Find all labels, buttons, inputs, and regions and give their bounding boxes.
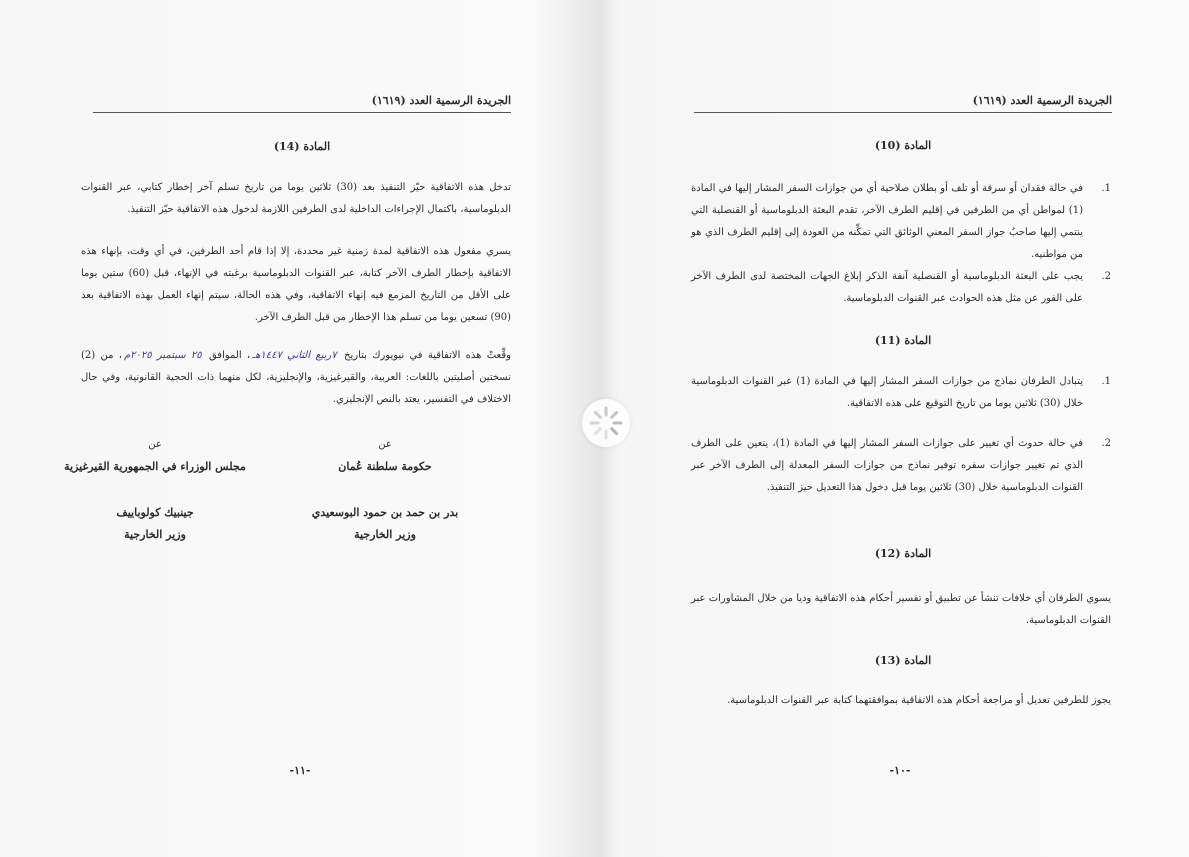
article-13-title: المادة (13) xyxy=(874,654,932,667)
signature-party: حكومة سلطنة عُمان xyxy=(338,460,432,473)
page-number: -١١- xyxy=(289,764,311,777)
item-text: في حالة فقدان أو سرقة أو تلف أو بطلان صلاحية أي من جوازات السفر المشار إليها في المادة (1) لمواطن أي من الطرفين في إقليم الطرف الآخر، تقدم البعثة الدبلوماسية أو القنصلية التي ينتمي إليها صاحبُ جواز السفر المعني الوثائق التي تمكِّنه من العودة إلى إقليم الطرف الذي هو من مواطنيه. xyxy=(691,183,1083,260)
page-number: -١٠- xyxy=(889,764,911,777)
handwritten-hijri-date: ٧ربيع الثاني ١٤٤٧هـ xyxy=(252,350,337,361)
signature-block-oman xyxy=(285,434,485,546)
handwritten-gregorian-date: ٢٥ سبتمبر ٢٠٢٥م xyxy=(123,350,202,361)
signature-name: جينبيك كولوباييف xyxy=(116,506,194,519)
signature-block-kyrgyz xyxy=(45,434,265,546)
signature-title: وزير الخارجية xyxy=(354,528,416,541)
article-14-paragraph-3 xyxy=(81,345,511,411)
item-text: يتبادل الطرفان نماذج من جوازات السفر المشار إليها في المادة (1) عبر القنوات الدبلوماسية خلال (30) ثلاثين يوما من تاريخ التوقيع على هذه الاتفاقية. xyxy=(691,376,1084,409)
article-10-title: المادة (10) xyxy=(874,139,932,152)
item-number: 2. xyxy=(1101,438,1111,449)
signature-name: بدر بن حمد بن حمود البوسعيدي xyxy=(311,506,459,519)
article-13-text: يجوز للطرفين تعديل أو مراجعة أحكام هذه الاتفاقية بموافقتهما كتابة عبر القنوات الدبلوماسية. xyxy=(727,695,1111,706)
signing-text-start: وقِّعتْ هذه الاتفاقية في نيويورك بتاريخ xyxy=(344,350,511,361)
article-11-item-1 xyxy=(691,371,1111,415)
article-12-title: المادة (12) xyxy=(874,547,932,560)
article-14-paragraph-1: تدخل هذه الاتفاقية حيّز التنفيذ بعد (30) ثلاثين يوما من تاريخ تسلم آخر إخطار كتابي، عبر القنوات الدبلوماسية، باكتمال الإجراءات الداخلية لدى الطرفين اللازمة لدخول هذه الاتفاقية حيّز التنفيذ. xyxy=(81,182,511,215)
page-10 xyxy=(595,0,1189,857)
page-header: الجريدة الرسمية العدد (١٦١٩) xyxy=(93,92,511,113)
signature-from-label: عن xyxy=(378,439,392,450)
item-text: يجب على البعثة الدبلوماسية أو القنصلية آنفة الذكر إبلاغ الجهات المختصة لدى الطرف الآخر على الفور عن مثل هذه الحوادث عبر القنوات الدبلوماسية. xyxy=(691,271,1083,304)
signature-title: وزير الخارجية xyxy=(124,528,186,541)
article-10-item-1 xyxy=(691,178,1111,260)
item-number: 1. xyxy=(1101,183,1111,194)
signing-text-mid: ، الموافق xyxy=(208,350,251,361)
spinner-icon xyxy=(582,399,630,447)
signature-party: مجلس الوزراء في الجمهورية القيرغيزية xyxy=(64,460,246,473)
item-text: في حالة حدوث أي تغيير على جوازات السفر المشار إليها في المادة (1)، يتعين على الطرف الذي تم تغيير جوازات سفره توفير نماذج من جوازات السفر المعدلة إلى الطرف الآخر عبر القنوات الدبلوماسية خلال (30) ثلاثين يوما قبل دخول هذا التعديل حيز التنفيذ. xyxy=(691,438,1083,493)
signing-text-end: ، من (2) نسختين أصليتين باللغات: العربية، والقيرغيزية، والإنجليزية، لكل منهما ذات الحجية القانونية، وفي حال الاختلاف في التفسير، يعتد بالنص الإنجليزي. xyxy=(81,350,511,405)
article-12-text: يسوي الطرفان أي خلافات تنشأ عن تطبيق أو تفسير أحكام هذه الاتفاقية وديا من خلال المشاورات عبر القنوات الدبلوماسية. xyxy=(691,593,1111,626)
article-11-item-2 xyxy=(691,433,1111,499)
article-14-paragraph-2: يسري مفعول هذه الاتفاقية لمدة زمنية غير محددة، إلا إذا قام أحد الطرفين، في أي وقت، بإنهاء هذه الاتفاقية بإخطار الطرف الآخر كتابة، عبر القنوات الدبلوماسية برغبته في الإنهاء، قبل (60) ستين يوما على الأقل من التاريخ المزمع فيه إنهاء الاتفاقية، وفي هذه الحالة، سيتم إنهاء العمل بهذه الاتفاقية بعد (90) تسعين يوما من تسلم هذا الإخطار من قبل الطرف الآخر. xyxy=(81,246,511,323)
article-10-item-2 xyxy=(691,266,1111,310)
item-number: 2. xyxy=(1101,271,1111,282)
page-header: الجريدة الرسمية العدد (١٦١٩) xyxy=(694,92,1112,113)
signature-from-label: عن xyxy=(148,439,162,450)
article-11-title: المادة (11) xyxy=(874,334,932,347)
article-14-title: المادة (14) xyxy=(273,140,331,153)
item-number: 1. xyxy=(1101,376,1111,387)
